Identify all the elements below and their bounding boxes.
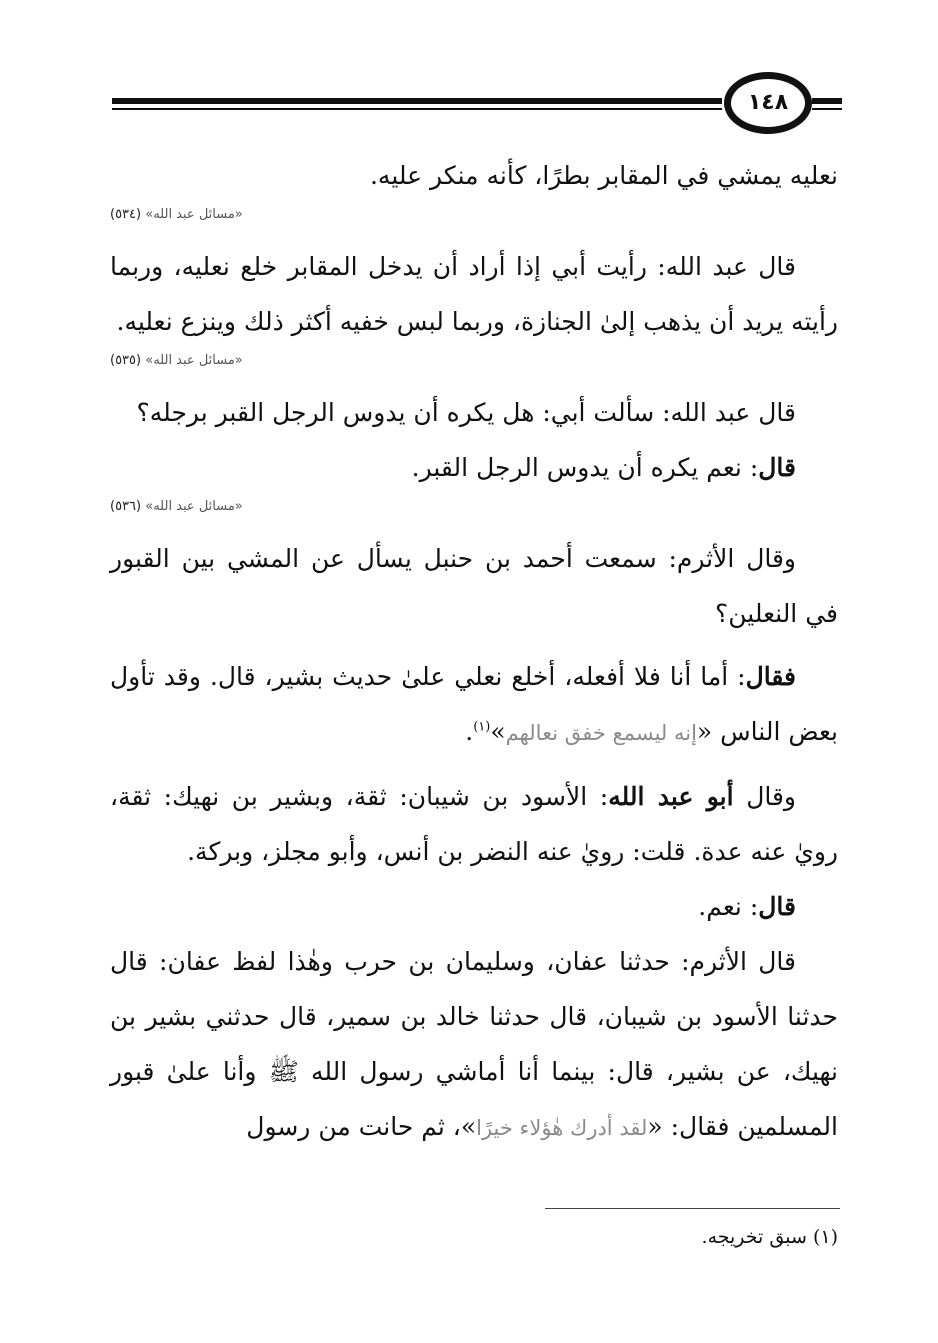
hadith-quote: لقد أدرك هٰؤلاء خيرًا (476, 1116, 648, 1140)
header-rule-thin (112, 108, 722, 110)
paragraph-1: نعليه يمشي في المقابر بطرًا، كأنه منكر عليه. (369, 161, 838, 190)
paragraph-4 (110, 440, 838, 495)
header-tail-thin (812, 108, 842, 110)
paragraph-9-text: قال الأثرم: حدثنا عفان، وسليمان بن حرب وهٰذا لفظ عفان: قال حدثنا الأسود بن شيبان، قال حدثنا خالد بن سمير، قال حدثني بشير بن نهيك، عن بشير، قال: بينما أنا أماشي رسول الله ﷺ وأنا علىٰ قبور المسلمين فقال: « (110, 947, 838, 1141)
paragraph-3: قال عبد الله: سألت أبي: هل يكره أن يدوس الرجل القبر برجله؟ (136, 398, 796, 427)
reference-book: «مسائل عبد الله» (145, 207, 243, 222)
footnote-divider (545, 1208, 840, 1209)
sentence-end: . (465, 717, 474, 746)
reference-534 (110, 205, 838, 225)
paragraph-2: قال عبد الله: رأيت أبي إذا أراد أن يدخل المقابر خلع نعليه، وربما رأيته يريد أن يذهب إلىٰ الجنازة، وربما لبس خفيه أكثر ذلك وينزع نعليه. (110, 252, 838, 336)
paragraph-5: وقال الأثرم: سمعت أحمد بن حنبل يسأل عن المشي بين القبور في النعلين؟ (110, 544, 838, 628)
hadith-quote: إنه ليسمع خفق نعالهم (505, 721, 697, 745)
paragraph-7 (110, 769, 838, 879)
reference-number: (٥٣٥) (110, 353, 142, 368)
paragraph-9 (110, 934, 838, 1156)
speaker-label: قال (758, 453, 796, 482)
paragraph-4-text: : نعم يكره أن يدوس الرجل القبر. (411, 453, 759, 482)
paragraph-7-pre: وقال (746, 782, 796, 811)
speaker-label: أبو عبد الله (608, 782, 734, 811)
paragraph-6 (110, 649, 838, 761)
reference-number: (٥٣٤) (110, 207, 142, 222)
quote-close: » (490, 717, 506, 746)
footnote (702, 1222, 838, 1252)
reference-book: «مسائل عبد الله» (145, 499, 243, 514)
page-body (110, 148, 838, 1156)
reference-book: «مسائل عبد الله» (145, 353, 243, 368)
paragraph-8 (110, 879, 838, 934)
page-number-badge (724, 72, 812, 134)
header-rule-thick (112, 98, 722, 104)
speaker-label: قال (758, 892, 796, 921)
page-header (112, 70, 842, 140)
footnote-text: سبق تخريجه. (701, 1226, 807, 1248)
paragraph-7-text: : الأسود بن شيبان: ثقة، وبشير بن نهيك: ثقة، رويٰ عنه عدة. قلت: رويٰ عنه النضر بن أنس، وأبو مجلز، وبركة. (110, 782, 838, 866)
reference-number: (٥٣٦) (110, 499, 142, 514)
page-number: ١٤٨ (747, 90, 789, 115)
reference-535 (110, 351, 838, 371)
paragraph-8-text: : نعم. (698, 892, 759, 921)
reference-536 (110, 497, 838, 517)
footnote-number: (١) (812, 1226, 838, 1248)
footnote-marker: (١) (473, 719, 491, 735)
paragraph-6-text: : أما أنا فلا أفعله، أخلع نعلي علىٰ حديث بشير، قال. وقد تأول بعض الناس « (110, 662, 838, 746)
paragraph-9-end: »، ثم حانت من رسول (246, 1112, 477, 1141)
header-tail-thick (812, 98, 842, 104)
speaker-label: فقال (745, 662, 796, 691)
